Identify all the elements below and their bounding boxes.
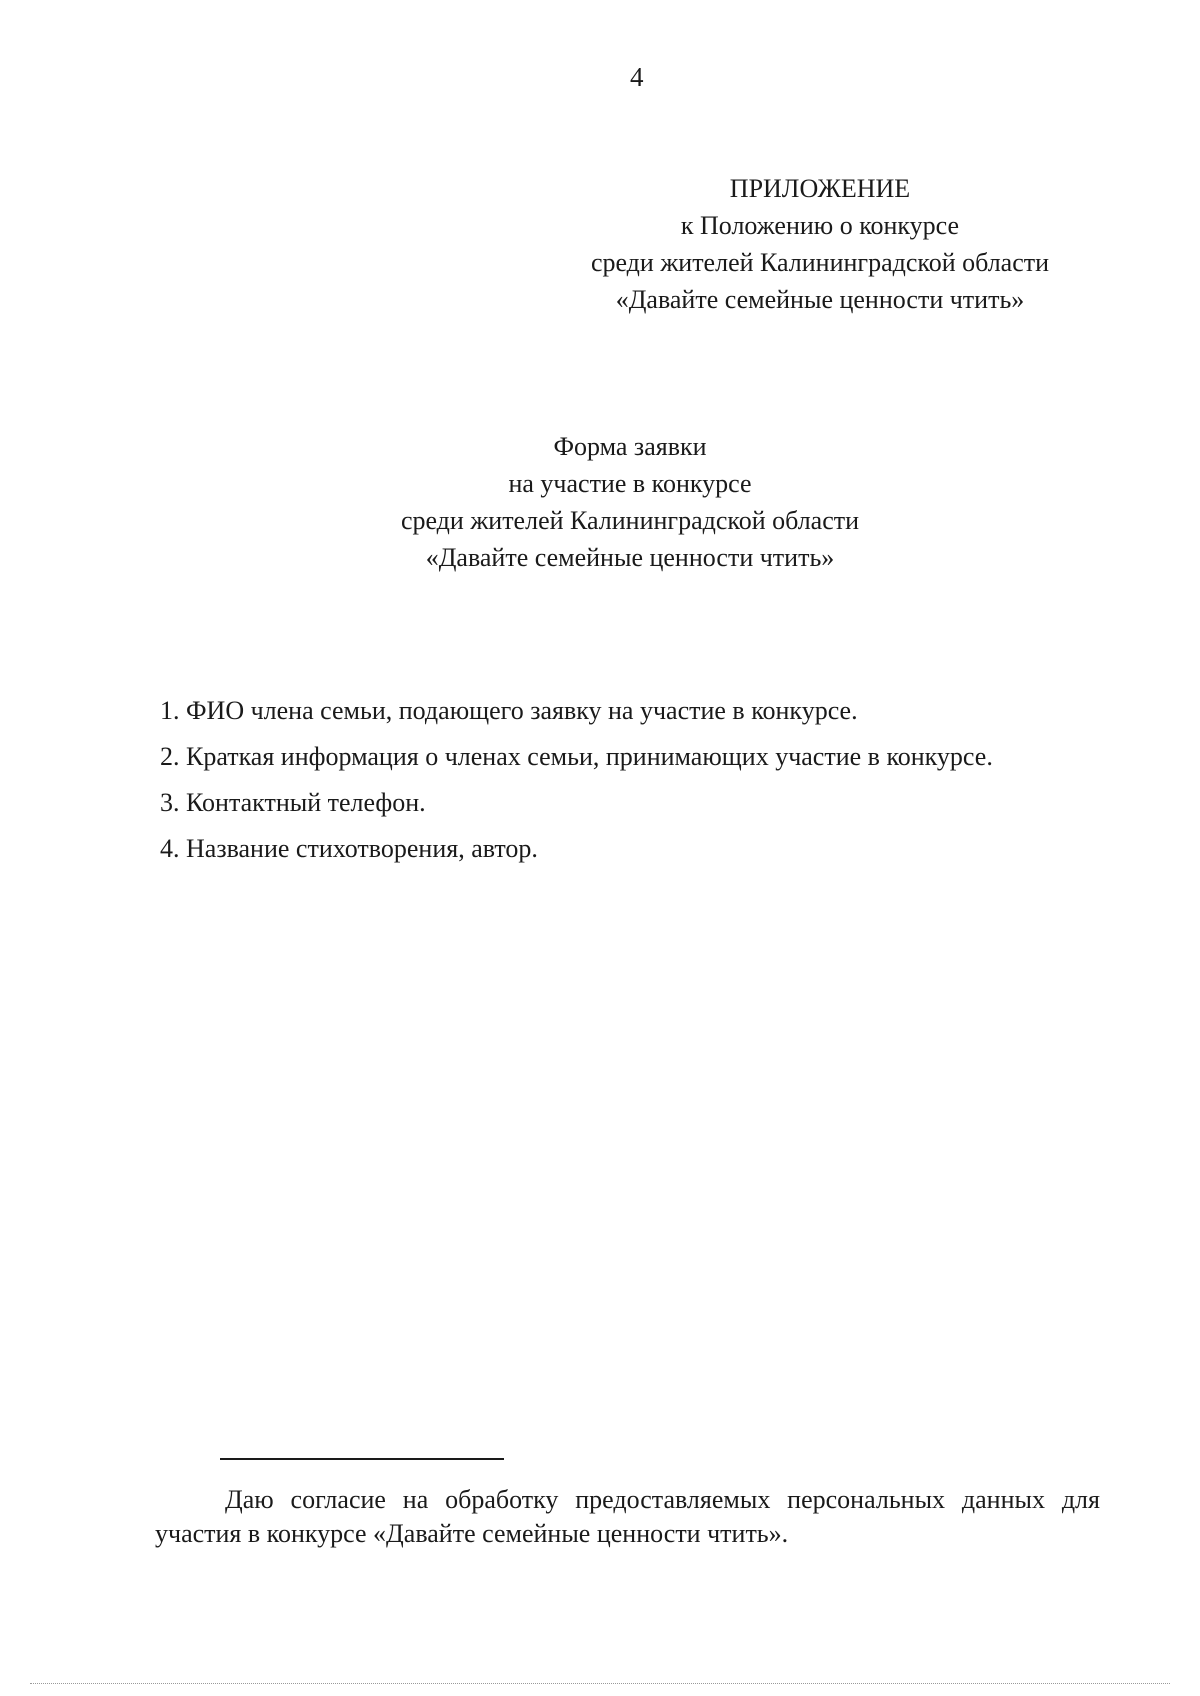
form-title-line-2: на участие в конкурсе [508,469,752,498]
appendix-header [520,170,1120,318]
list-item: 3. Контактный телефон. [160,788,426,817]
scan-edge-divider [30,1683,1170,1684]
application-items-list [160,688,1160,872]
page-number: 4 [630,62,644,92]
form-title-line-1: Форма заявки [553,432,707,461]
appendix-line-1: к Положению о конкурсе [680,211,960,240]
form-title-line-4: «Давайте семейные ценности чтить» [425,543,835,572]
list-item: 2. Краткая информация о членах семьи, принимающих участие в конкурсе. [160,742,993,771]
form-title-line-3: среди жителей Калининградской области [400,506,860,535]
consent-statement: Даю согласие на обработку предоставляемых персональных данных для участия в конкурсе «Давайте семейные ценности чтить». [155,1485,1100,1548]
footnote-divider [220,1458,504,1460]
list-item: 1. ФИО члена семьи, подающего заявку на участие в конкурсе. [160,696,858,725]
form-title [250,428,1010,576]
list-item: 4. Название стихотворения, автор. [160,834,538,863]
appendix-line-3: «Давайте семейные ценности чтить» [615,285,1025,314]
appendix-heading: ПРИЛОЖЕНИЕ [729,174,911,203]
appendix-line-2: среди жителей Калининградской области [590,248,1050,277]
